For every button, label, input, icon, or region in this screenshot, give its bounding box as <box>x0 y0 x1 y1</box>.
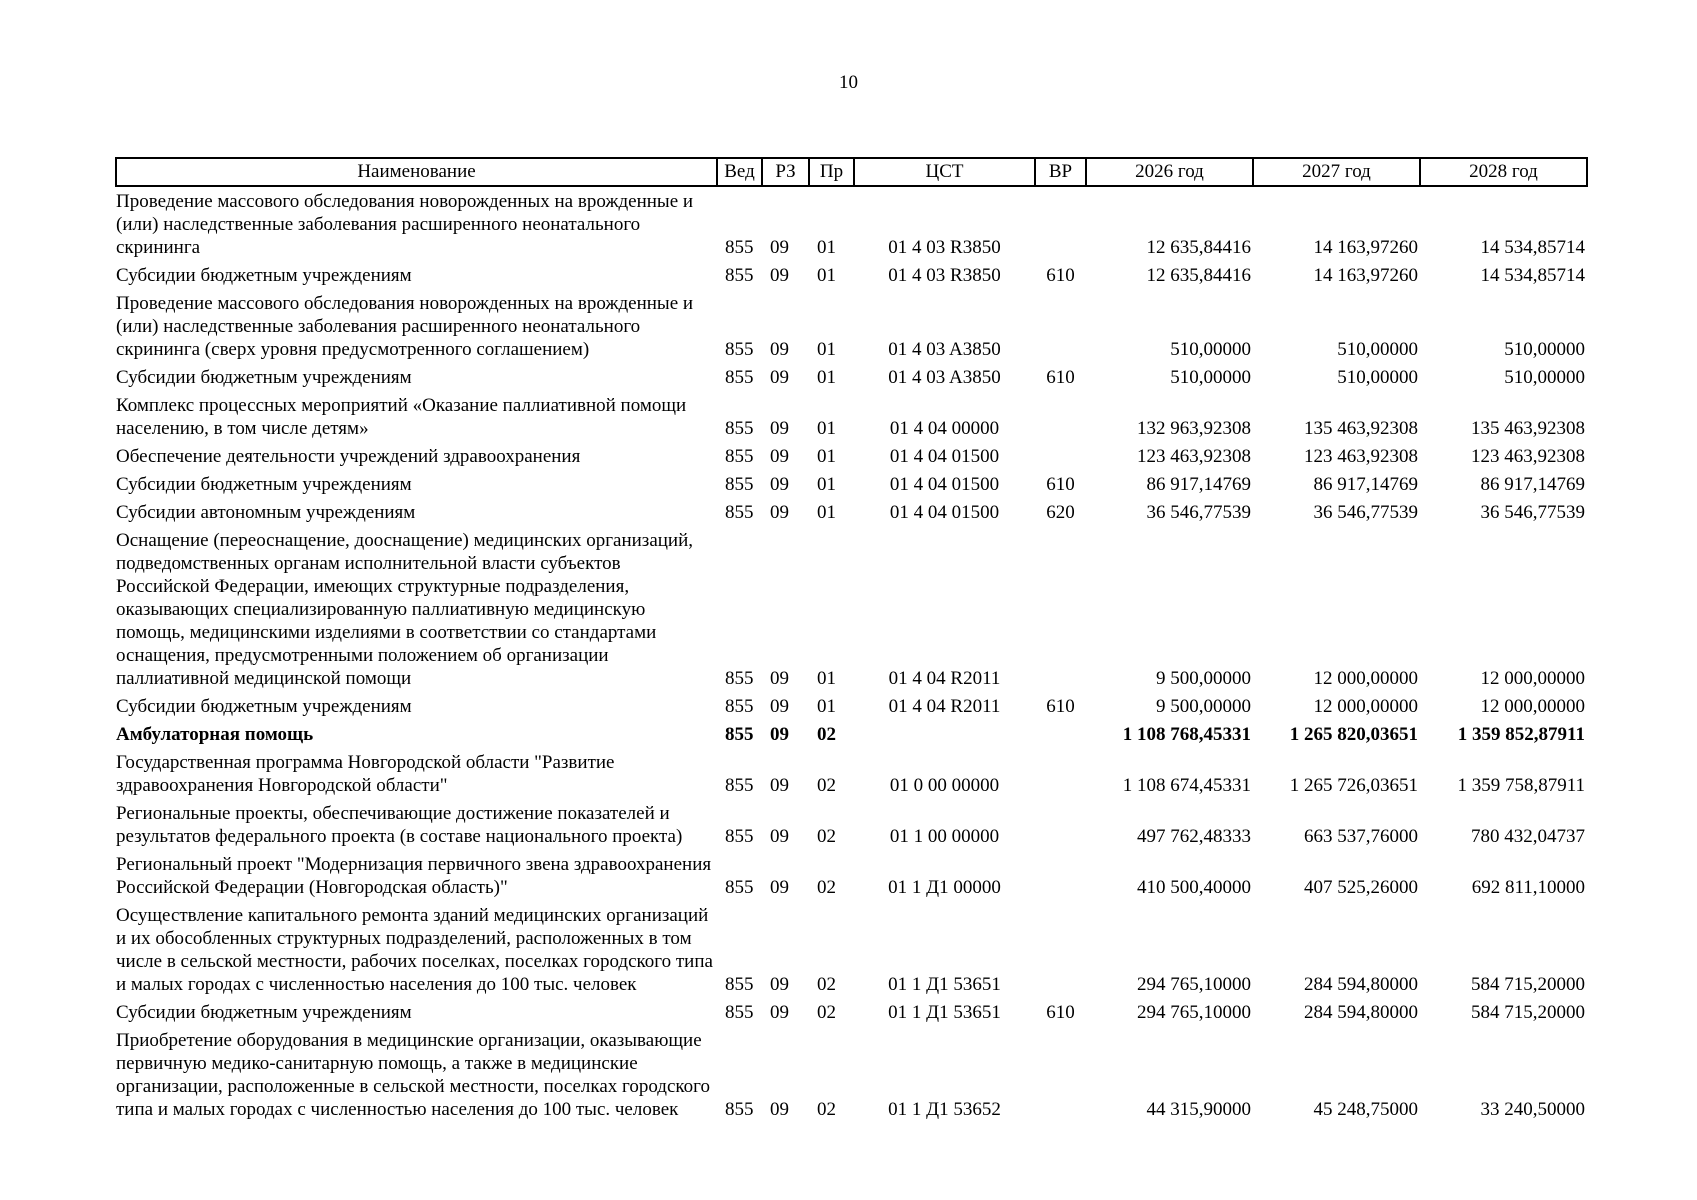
row-rz: 09 <box>770 418 789 439</box>
row-rz: 09 <box>770 1099 789 1120</box>
row-pr: 02 <box>817 826 836 847</box>
header-rz: РЗ <box>762 158 809 186</box>
row-rz: 09 <box>770 367 789 388</box>
row-value-2028: 36 546,77539 <box>1480 502 1585 523</box>
row-value-2028: 510,00000 <box>1504 339 1585 360</box>
row-value-2028: 1 359 758,87911 <box>1457 775 1585 796</box>
row-ved: 855 <box>725 668 754 689</box>
row-rz: 09 <box>770 668 789 689</box>
row-value-2028: 86 917,14769 <box>1480 474 1585 495</box>
row-value-2027: 12 000,00000 <box>1313 696 1418 717</box>
table-row <box>116 1026 1587 1123</box>
row-pr: 02 <box>817 724 836 745</box>
row-value-2027: 510,00000 <box>1337 339 1418 360</box>
row-pr: 01 <box>817 339 836 360</box>
row-cst: 01 4 04 R2011 <box>888 668 1001 689</box>
row-ved: 855 <box>725 237 754 258</box>
row-ved: 855 <box>725 775 754 796</box>
row-value-2026: 294 765,10000 <box>1137 974 1251 995</box>
row-value-2026: 510,00000 <box>1170 339 1251 360</box>
page-number: 10 <box>839 72 858 93</box>
row-vr <box>1035 442 1086 470</box>
row-value-2026: 1 108 674,45331 <box>1122 775 1251 796</box>
row-pr: 02 <box>817 775 836 796</box>
row-pr: 01 <box>817 502 836 523</box>
table-row <box>116 748 1587 799</box>
row-value-2028: 12 000,00000 <box>1480 696 1585 717</box>
table-row <box>116 692 1587 720</box>
row-pr: 02 <box>817 974 836 995</box>
row-value-2028: 510,00000 <box>1504 367 1585 388</box>
header-2026: 2026 год <box>1086 158 1253 186</box>
row-pr: 01 <box>817 367 836 388</box>
row-value-2027: 1 265 820,03651 <box>1289 724 1418 745</box>
row-value-2026: 410 500,40000 <box>1137 877 1251 898</box>
row-ved: 855 <box>725 1099 754 1120</box>
row-value-2027: 36 546,77539 <box>1313 502 1418 523</box>
row-ved: 855 <box>725 474 754 495</box>
row-ved: 855 <box>725 696 754 717</box>
row-rz: 09 <box>770 974 789 995</box>
row-cst: 01 4 04 01500 <box>889 446 1000 467</box>
row-vr: 610 <box>1046 1002 1075 1023</box>
row-cst: 01 4 04 01500 <box>889 502 1000 523</box>
row-name: Субсидии бюджетным учреждениям <box>116 474 412 495</box>
row-ved: 855 <box>725 826 754 847</box>
table-row <box>116 901 1587 998</box>
row-name: Осуществление капитального ремонта зданий медицинских организаций и их обособленных структурных подразделений, расположенных в том числе в сельской местности, рабочих поселках, поселках городского типа и малых городах с численностью населения до 100 тыс. человек <box>116 905 713 995</box>
row-value-2026: 44 315,90000 <box>1146 1099 1251 1120</box>
table-row <box>116 442 1587 470</box>
row-value-2028: 33 240,50000 <box>1480 1099 1585 1120</box>
row-value-2027: 14 163,97260 <box>1313 265 1418 286</box>
row-value-2026: 86 917,14769 <box>1146 474 1251 495</box>
row-name: Комплекс процессных мероприятий «Оказание паллиативной помощи населению, в том числе детям» <box>116 395 687 439</box>
row-value-2027: 510,00000 <box>1337 367 1418 388</box>
row-ved: 855 <box>725 446 754 467</box>
row-rz: 09 <box>770 826 789 847</box>
table-body <box>116 186 1587 1123</box>
row-value-2026: 132 963,92308 <box>1137 418 1251 439</box>
table-row <box>116 470 1587 498</box>
row-name: Государственная программа Новгородской области "Развитие здравоохранения Новгородской области" <box>116 752 615 796</box>
row-rz: 09 <box>770 339 789 360</box>
row-cst: 01 0 00 00000 <box>889 775 1000 796</box>
row-vr <box>1035 720 1086 748</box>
row-vr <box>1035 748 1086 799</box>
row-cst <box>854 720 1035 748</box>
row-cst: 01 4 04 00000 <box>889 418 1000 439</box>
row-cst: 01 1 00 00000 <box>889 826 1000 847</box>
row-vr <box>1035 850 1086 901</box>
table-row <box>116 186 1587 261</box>
row-vr: 610 <box>1046 696 1075 717</box>
row-cst: 01 4 04 01500 <box>889 474 1000 495</box>
table-row <box>116 498 1587 526</box>
row-value-2027: 284 594,80000 <box>1304 974 1418 995</box>
header-row <box>116 158 1587 186</box>
row-rz: 09 <box>770 446 789 467</box>
row-value-2026: 9 500,00000 <box>1156 696 1251 717</box>
row-rz: 09 <box>770 696 789 717</box>
row-value-2026: 123 463,92308 <box>1137 446 1251 467</box>
row-rz: 09 <box>770 1002 789 1023</box>
row-vr <box>1035 901 1086 998</box>
row-value-2027: 45 248,75000 <box>1313 1099 1418 1120</box>
table-row <box>116 391 1587 442</box>
row-vr: 610 <box>1046 474 1075 495</box>
row-value-2027: 284 594,80000 <box>1304 1002 1418 1023</box>
row-rz: 09 <box>770 724 789 745</box>
row-cst: 01 4 04 R2011 <box>888 696 1001 717</box>
row-value-2027: 663 537,76000 <box>1304 826 1418 847</box>
row-vr <box>1035 799 1086 850</box>
row-ved: 855 <box>725 724 754 745</box>
row-cst: 01 1 Д1 53651 <box>888 1002 1001 1023</box>
row-pr: 01 <box>817 265 836 286</box>
row-value-2026: 12 635,84416 <box>1146 237 1251 258</box>
row-pr: 01 <box>817 474 836 495</box>
header-cst: ЦСТ <box>854 158 1035 186</box>
header-vr: ВР <box>1035 158 1086 186</box>
row-pr: 02 <box>817 1002 836 1023</box>
row-name: Субсидии автономным учреждениям <box>116 502 416 523</box>
row-cst: 01 1 Д1 00000 <box>888 877 1001 898</box>
row-pr: 01 <box>817 696 836 717</box>
header-name: Наименование <box>116 158 717 186</box>
row-name: Субсидии бюджетным учреждениям <box>116 265 412 286</box>
row-name: Амбулаторная помощь <box>116 724 314 745</box>
row-value-2027: 407 525,26000 <box>1304 877 1418 898</box>
row-value-2028: 14 534,85714 <box>1480 265 1585 286</box>
table-row <box>116 261 1587 289</box>
row-ved: 855 <box>725 1002 754 1023</box>
row-rz: 09 <box>770 502 789 523</box>
row-value-2027: 1 265 726,03651 <box>1289 775 1418 796</box>
row-vr: 610 <box>1046 367 1075 388</box>
row-cst: 01 4 03 A3850 <box>888 339 1001 360</box>
table-row <box>116 289 1587 363</box>
row-name: Обеспечение деятельности учреждений здравоохранения <box>116 446 581 467</box>
row-rz: 09 <box>770 237 789 258</box>
row-value-2026: 294 765,10000 <box>1137 1002 1251 1023</box>
row-name: Региональный проект "Модернизация первичного звена здравоохранения Российской Федерации (Новгородская область)" <box>116 854 712 898</box>
row-ved: 855 <box>725 502 754 523</box>
row-value-2026: 12 635,84416 <box>1146 265 1251 286</box>
row-ved: 855 <box>725 367 754 388</box>
row-pr: 01 <box>817 418 836 439</box>
row-vr <box>1035 186 1086 261</box>
row-vr <box>1035 1026 1086 1123</box>
header-ved: Вед <box>717 158 762 186</box>
row-cst: 01 1 Д1 53651 <box>888 974 1001 995</box>
table-row <box>116 998 1587 1026</box>
row-value-2028: 584 715,20000 <box>1471 1002 1585 1023</box>
row-cst: 01 4 03 R3850 <box>888 237 1001 258</box>
row-value-2026: 36 546,77539 <box>1146 502 1251 523</box>
row-pr: 02 <box>817 1099 836 1120</box>
row-cst: 01 4 03 R3850 <box>888 265 1001 286</box>
row-vr <box>1035 289 1086 363</box>
row-value-2028: 135 463,92308 <box>1471 418 1585 439</box>
row-ved: 855 <box>725 418 754 439</box>
row-pr: 02 <box>817 877 836 898</box>
row-value-2026: 9 500,00000 <box>1156 668 1251 689</box>
row-value-2026: 1 108 768,45331 <box>1122 724 1251 745</box>
row-vr: 620 <box>1046 502 1075 523</box>
row-vr <box>1035 391 1086 442</box>
table-row <box>116 720 1587 748</box>
row-ved: 855 <box>725 974 754 995</box>
row-ved: 855 <box>725 877 754 898</box>
row-pr: 01 <box>817 446 836 467</box>
row-cst: 01 4 03 A3850 <box>888 367 1001 388</box>
table-row <box>116 526 1587 692</box>
row-name: Проведение массового обследования новорожденных на врожденные и (или) наследственные заболевания расширенного неонатального скрининга (сверх уровня предусмотренного соглашением) <box>116 293 694 360</box>
table-row <box>116 799 1587 850</box>
row-rz: 09 <box>770 265 789 286</box>
row-ved: 855 <box>725 265 754 286</box>
header-pr: Пр <box>809 158 854 186</box>
row-name: Субсидии бюджетным учреждениям <box>116 367 412 388</box>
row-value-2027: 86 917,14769 <box>1313 474 1418 495</box>
row-value-2028: 780 432,04737 <box>1471 826 1585 847</box>
row-vr <box>1035 526 1086 692</box>
header-2027: 2027 год <box>1253 158 1420 186</box>
row-cst: 01 1 Д1 53652 <box>888 1099 1001 1120</box>
row-rz: 09 <box>770 474 789 495</box>
row-rz: 09 <box>770 877 789 898</box>
row-value-2028: 692 811,10000 <box>1471 877 1585 898</box>
table-row <box>116 850 1587 901</box>
row-name: Оснащение (переоснащение, дооснащение) медицинских организаций, подведомственных органам исполнительной власти субъектов Российской Федерации, имеющих структурные подразделения, оказывающих специализированную паллиативную медицинскую помощь, медицинскими изделиями в соответствии со стандартами оснащения, предусмотренными положением об организации паллиативной медицинской помощи <box>116 530 694 689</box>
table-header <box>116 158 1587 186</box>
row-name: Субсидии бюджетным учреждениям <box>116 1002 412 1023</box>
row-name: Субсидии бюджетным учреждениям <box>116 696 412 717</box>
row-name: Проведение массового обследования новорожденных на врожденные и (или) наследственные заболевания расширенного неонатального скрининга <box>116 191 694 258</box>
row-value-2028: 123 463,92308 <box>1471 446 1585 467</box>
header-2028: 2028 год <box>1420 158 1587 186</box>
row-pr: 01 <box>817 668 836 689</box>
row-value-2028: 12 000,00000 <box>1480 668 1585 689</box>
budget-table <box>115 157 1588 1123</box>
row-value-2028: 584 715,20000 <box>1471 974 1585 995</box>
row-name: Приобретение оборудования в медицинские организации, оказывающие первичную медико-санитарную помощь, а также в медицинские организации, расположенные в сельской местности, поселках городского типа и малых городах с численностью населения до 100 тыс. человек <box>116 1030 710 1120</box>
row-pr: 01 <box>817 237 836 258</box>
row-value-2027: 14 163,97260 <box>1313 237 1418 258</box>
row-value-2028: 14 534,85714 <box>1480 237 1585 258</box>
table-row <box>116 363 1587 391</box>
row-value-2026: 510,00000 <box>1170 367 1251 388</box>
row-value-2027: 123 463,92308 <box>1304 446 1418 467</box>
row-ved: 855 <box>725 339 754 360</box>
row-value-2027: 12 000,00000 <box>1313 668 1418 689</box>
row-vr: 610 <box>1046 265 1075 286</box>
row-value-2028: 1 359 852,87911 <box>1457 724 1585 745</box>
row-rz: 09 <box>770 775 789 796</box>
row-value-2026: 497 762,48333 <box>1137 826 1251 847</box>
row-value-2027: 135 463,92308 <box>1304 418 1418 439</box>
row-name: Региональные проекты, обеспечивающие достижение показателей и результатов федерального проекта (в составе национального проекта) <box>116 803 683 847</box>
